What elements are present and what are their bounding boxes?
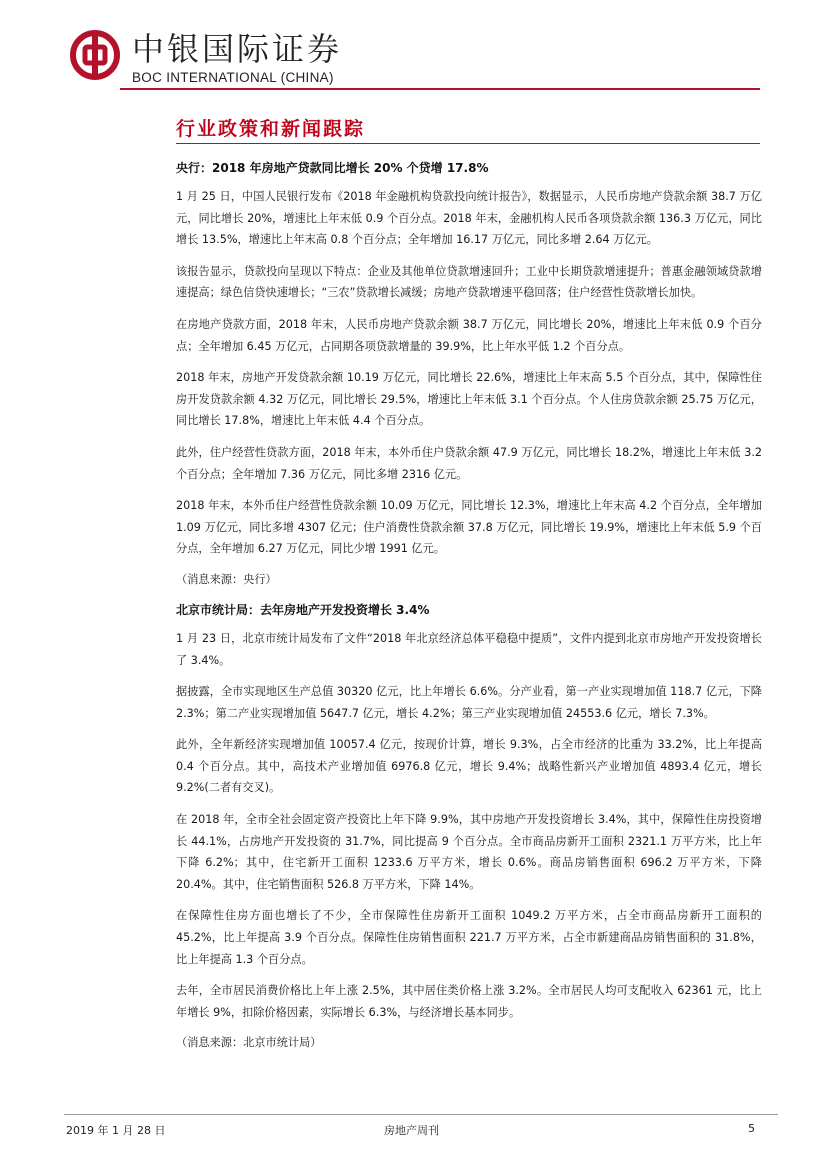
page-number: 5 [748, 1122, 755, 1135]
news-item [176, 158, 762, 590]
brand-name-en: BOC INTERNATIONAL (CHINA) [132, 70, 334, 85]
news-paragraph: 此外，住户经营性贷款方面，2018 年末，本外币住户贷款余额 47.9 万亿元，同比增长 18.2%，增速比上年末低 3.2 个百分点；全年增加 7.36 万亿元，同比多增 2316 亿元。 [176, 445, 762, 481]
news-paragraph: 2018 年末，房地产开发贷款余额 10.19 万亿元，同比增长 22.6%，增速比上年末高 5.5 个百分点，其中，保障性住房开发贷款余额 4.32 万亿元，同比增长 29.5%，增速比上年末低 3.1 个百分点。个人住房贷款余额 25.75 万亿元，同比增长 17.8%，增速比上年末低 4.4 个百分点。 [176, 371, 762, 428]
news-paragraph: 在 2018 年，全市全社会固定资产投资比上年下降 9.9%，其中房地产开发投资增长 3.4%，其中，保障性住房投资增长 44.1%，占房地产开发投资的 31.7%，同比提高 9 个百分点。全市商品房新开工面积 2321.1 万平方米，比上年下降 6.2%；其中，住宅新开工面积 1233.6 万平方米，增长 0.6%。商品房销售面积 696.2 万平方米，下降 20.4%。其中，住宅销售面积 526.8 万平方米，下降 14%。 [176, 813, 762, 891]
news-source: （消息来源：央行） [176, 572, 277, 586]
header-divider [120, 88, 760, 90]
news-item [176, 600, 762, 1054]
news-paragraph: 去年，全市居民消费价格比上年上涨 2.5%，其中居住类价格上涨 3.2%。全市居民人均可支配收入 62361 元，比上年增长 9%，扣除价格因素，实际增长 6.3%，与经济增长基本同步。 [176, 984, 762, 1019]
news-paragraph: 据披露，全市实现地区生产总值 30320 亿元，比上年增长 6.6%。分产业看，第一产业实现增加值 118.7 亿元，下降 2.3%；第二产业实现增加值 5647.7 亿元，增长 4.2%；第三产业实现增加值 24553.6 亿元，增长 7.3%。 [176, 685, 762, 720]
news-paragraph: 在保障性住房方面也增长了不少，全市保障性住房新开工面积 1049.2 万平方米，占全市商品房新开工面积的 45.2%，比上年提高 3.9 个百分点。保障性住房销售面积 221.7 万平方米，占全市新建商品房销售面积的 31.8%，比上年提高 1.3 个百分点。 [176, 909, 762, 966]
news-source: （消息来源：北京市统计局） [176, 1036, 322, 1050]
news-paragraph: 此外，全年新经济实现增加值 10057.4 亿元，按现价计算，增长 9.3%，占全市经济的比重为 33.2%，比上年提高 0.4 个百分点。其中，高技术产业增加值 6976.8 亿元，增长 9.4%；战略性新兴产业增加值 4893.4 亿元，增长 9.2%(二者有交叉)。 [176, 738, 762, 795]
footer-title: 房地产周刊 [384, 1124, 439, 1137]
footer-date: 2019 年 1 月 28 日 [66, 1124, 166, 1137]
news-paragraph: 1 月 25 日，中国人民银行发布《2018 年金融机构贷款投向统计报告》，数据显示，人民币房地产贷款余额 38.7 万亿元，同比增长 20%，增速比上年末低 0.9 个百分点。2018 年末，金融机构人民币各项贷款余额 136.3 万亿元，同比增长 13.5%，增速比上年末高 0.8 个百分点；全年增加 16.17 万亿元，同比多增 2.64 万亿元。 [176, 190, 762, 247]
boc-logo-icon [70, 30, 120, 80]
news-paragraph: 该报告显示，贷款投向呈现以下特点：企业及其他单位贷款增速回升；工业中长期贷款增速提升；普惠金融领域贷款增速提高；绿色信贷快速增长；“三农”贷款增长减缓；房地产贷款增速平稳回落；住户经营性贷款增长加快。 [176, 264, 762, 300]
section-title: 行业政策和新闻跟踪 [176, 118, 366, 140]
news-paragraph: 1 月 23 日，北京市统计局发布了文件“2018 年北京经济总体平稳稳中提质”，文件内提到北京市房地产开发投资增长了 3.4%。 [176, 631, 762, 667]
news-headline: 北京市统计局：去年房地产开发投资增长 3.4% [176, 602, 430, 617]
brand-name-cn: 中银国际证券 [132, 30, 343, 68]
page-header [70, 28, 760, 90]
article-body [176, 150, 762, 1063]
news-headline: 央行：2018 年房地产贷款同比增长 20% 个贷增 17.8% [176, 161, 489, 175]
section-divider [176, 143, 760, 144]
footer-divider [64, 1114, 778, 1115]
news-paragraph: 在房地产贷款方面，2018 年末，人民币房地产贷款余额 38.7 万亿元，同比增长 20%，增速比上年末低 0.9 个百分点；全年增加 6.45 万亿元，占同期各项贷款增量的 39.9%，比上年水平低 1.2 个百分点。 [176, 317, 762, 353]
news-paragraph: 2018 年末，本外币住户经营性贷款余额 10.09 万亿元，同比增长 12.3%，增速比上年末高 4.2 个百分点，全年增加 1.09 万亿元，同比多增 4307 亿元；住户消费性贷款余额 37.8 万亿元，同比增长 19.9%，增速比上年末低 5.9 个百分点，全年增加 6.27 万亿元，同比少增 1991 亿元。 [176, 499, 762, 556]
